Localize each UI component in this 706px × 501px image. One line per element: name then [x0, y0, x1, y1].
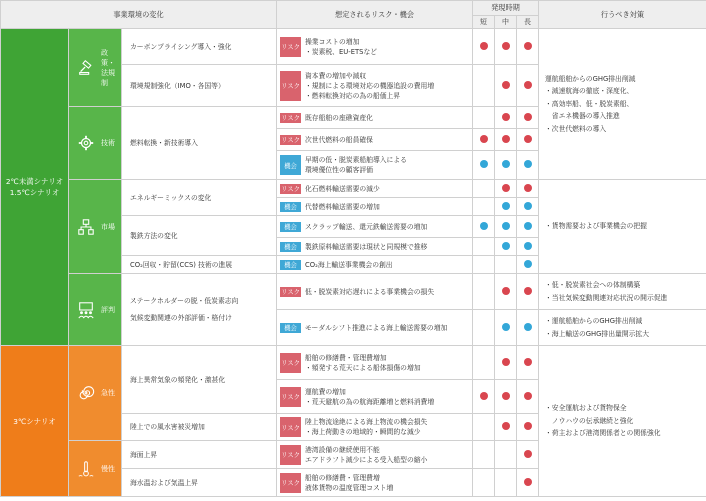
risk-tag: リスク	[280, 445, 301, 465]
risk-opportunity-table: 事業環境の変化 想定されるリスク・機会 発現時期 行うべき対策 短 中 長 2℃未満シナリオ 1.5℃シナリオ 政策・ 法規制 カーボンプライシング導入・強化 リスク 操業コストの増加 ・炭素税、EU-ETSなど 運航船舶からのGHG排出削減 ・減速航海の徹底・深度化、 ・高効率船、低・脱炭素船、 省エネ機器の導入推進 ・次世代燃料の導入 環境規制強化（IMO・各国等） リスク 資本費の増加や減収 ・規制による環境対応の機器追設の費用増 ・燃料転換対応の為の船価上昇 技術 燃料転換・新技術導入 リスク 既存船舶の座礁資産化 リスク 次世代燃料の船員確保 機会 早期の低・脱炭素船舶導入による 環境優位性の顧客評価 市場 エネルギーミックスの変化 リスク 化石燃料輸送需要の減少 ・貨物需要および事業機会の把握 機会 代替燃料輸送需要の増加 製鉄方法の変化 機会 スクラップ輸送、還元鉄輸送需要の増加 機会 製鉄原料輸送需要は現状と同規模で推移 CO₂回収・貯留(CCS) 技術の進展 機会 CO₂海上輸送事業機会の創出 評判 ステークホルダーの脱・低炭素志向 気候変動関連の外部評価・格付け リスク 低・脱炭素対応遅れによる事業機会の損失 ・低・脱炭素社会への体制構築 ・当社気候変動関連対応状況の開示促進 機会 モーダルシフト推進による海上輸送需要の増加 ・運航船舶からのGHG排出削減 ・海上輸送のGHG排出量開示拡大 3℃シナリオ 急性 海上異常気象の頻発化・激甚化 リスク 船舶の修繕費・管理費増加 ・頻発する荒天による船体損傷の増加 ・安全運航および貨物保全 ノウハウの伝承継続と強化 ・荷主および港湾関係者との関係強化 リスク 運航費の増加 ・荒天避航の為の航海距離増と燃料消費増 陸上での風水害被災増加 リスク 陸上物流途絶による海上物流の機会損失 ・海上荷動きの地域的・瞬間的な減少 慢性 海面上昇 リスク 港湾設備の継続使用不能 エアドラフト減少による受入船型の縮小 海水温および気温上昇 リスク 船舶の修繕費・管理費増 液体貨物の温度管理コスト増	[0, 0, 706, 497]
risk-tag: リスク	[280, 114, 301, 122]
dot-mid	[502, 184, 510, 192]
risk-tag: リスク	[280, 71, 301, 101]
measures-disclosure: ・運航船舶からのGHG排出削減 ・海上輸送のGHG排出量開示拡大	[539, 310, 706, 346]
category-acute: 急性	[69, 346, 122, 441]
risk-tag: リスク	[280, 417, 301, 437]
dot-mid	[502, 323, 510, 331]
category-market: 市場	[69, 180, 122, 274]
scenario-3c: 3℃シナリオ	[1, 346, 69, 497]
dot-mid	[502, 242, 510, 250]
dot-mid	[502, 160, 510, 168]
dot-long	[524, 42, 532, 50]
risk-tag: リスク	[280, 387, 301, 407]
dot-long	[524, 222, 532, 230]
measures-ghg: 運航船舶からのGHG排出削減 ・減速航海の徹底・深度化、 ・高効率船、低・脱炭素船、 省エネ機器の導入推進 ・次世代燃料の導入	[539, 29, 706, 180]
dot-mid	[502, 392, 510, 400]
category-chronic: 慢性	[69, 441, 122, 497]
risk-tag: リスク	[280, 185, 301, 193]
header-long: 長	[517, 16, 539, 29]
dot-short	[480, 392, 488, 400]
dot-mid	[502, 202, 510, 210]
dot-mid	[502, 422, 510, 430]
gavel-icon	[77, 59, 95, 77]
change-env-regulation: 環境規制強化（IMO・各国等）	[122, 65, 277, 107]
opportunity-tag: 機会	[280, 155, 301, 175]
thermometer-icon	[77, 460, 95, 478]
scenario-2c: 2℃未満シナリオ 1.5℃シナリオ	[1, 29, 69, 346]
measures-reputation: ・低・脱炭素社会への体制構築 ・当社気候変動関連対応状況の開示促進	[539, 274, 706, 310]
change-sea-level: 海面上昇	[122, 441, 277, 469]
risk-tag: リスク	[280, 37, 301, 57]
dot-long	[524, 358, 532, 366]
dot-long	[524, 81, 532, 89]
spiral-icon	[77, 384, 95, 402]
dot-mid	[502, 358, 510, 366]
header-short: 短	[473, 16, 495, 29]
dot-long	[524, 392, 532, 400]
measures-safety: ・安全運航および貨物保全 ノウハウの伝承継続と強化 ・荷主および港湾関係者との関係強化	[539, 346, 706, 497]
opportunity-tag: 機会	[280, 323, 301, 333]
header-measures: 行うべき対策	[539, 1, 706, 29]
dot-long	[524, 287, 532, 295]
dot-mid	[502, 287, 510, 295]
measures-demand: ・貨物需要および事業機会の把握	[539, 180, 706, 274]
dot-long	[524, 160, 532, 168]
dot-long	[524, 422, 532, 430]
risk-tag: リスク	[280, 353, 301, 373]
opportunity-tag: 機会	[280, 202, 301, 212]
change-temperature: 海水温および気温上昇	[122, 469, 277, 497]
risk-tag: リスク	[280, 136, 301, 144]
network-icon	[77, 218, 95, 236]
category-reputation: 評判	[69, 274, 122, 346]
change-steelmaking: 製鉄方法の変化	[122, 216, 277, 256]
opportunity-tag: 機会	[280, 222, 301, 232]
gear-icon	[77, 134, 95, 152]
dot-short	[480, 160, 488, 168]
header-period: 発現時期	[473, 1, 539, 16]
dot-mid	[502, 81, 510, 89]
change-ccs: CO₂回収・貯留(CCS) 技術の進展	[122, 256, 277, 274]
category-tech: 技術	[69, 107, 122, 180]
dot-long	[524, 260, 532, 268]
header-change: 事業環境の変化	[1, 1, 277, 29]
risk-tag: リスク	[280, 288, 301, 296]
dot-long	[524, 478, 532, 486]
dot-long	[524, 184, 532, 192]
change-flood-damage: 陸上での風水害被災増加	[122, 414, 277, 441]
dot-mid	[502, 135, 510, 143]
dot-long	[524, 450, 532, 458]
opportunity-tag: 機会	[280, 260, 301, 270]
dot-long	[524, 135, 532, 143]
risk-row-1: リスク 操業コストの増加 ・炭素税、EU-ETSなど	[277, 29, 473, 65]
dot-long	[524, 202, 532, 210]
change-fuel-conversion: 燃料転換・新技術導入	[122, 107, 277, 180]
dot-short	[480, 135, 488, 143]
dot-mid	[502, 222, 510, 230]
opportunity-tag: 機会	[280, 242, 301, 252]
category-policy: 政策・ 法規制	[69, 29, 122, 107]
people-icon	[77, 301, 95, 319]
change-extreme-weather: 海上異常気象の頻発化・激甚化	[122, 346, 277, 414]
header-risk: 想定されるリスク・機会	[277, 1, 473, 29]
change-carbon-pricing: カーボンプライシング導入・強化	[122, 29, 277, 65]
dot-long	[524, 242, 532, 250]
change-stakeholder: ステークホルダーの脱・低炭素志向 気候変動関連の外部評価・格付け	[122, 274, 277, 346]
dot-short	[480, 222, 488, 230]
change-energy-mix: エネルギーミックスの変化	[122, 180, 277, 216]
dot-long	[524, 113, 532, 121]
dot-long	[524, 323, 532, 331]
risk-tag: リスク	[280, 473, 301, 493]
dot-short	[480, 42, 488, 50]
dot-mid	[502, 113, 510, 121]
header-mid: 中	[495, 16, 517, 29]
dot-mid	[502, 42, 510, 50]
